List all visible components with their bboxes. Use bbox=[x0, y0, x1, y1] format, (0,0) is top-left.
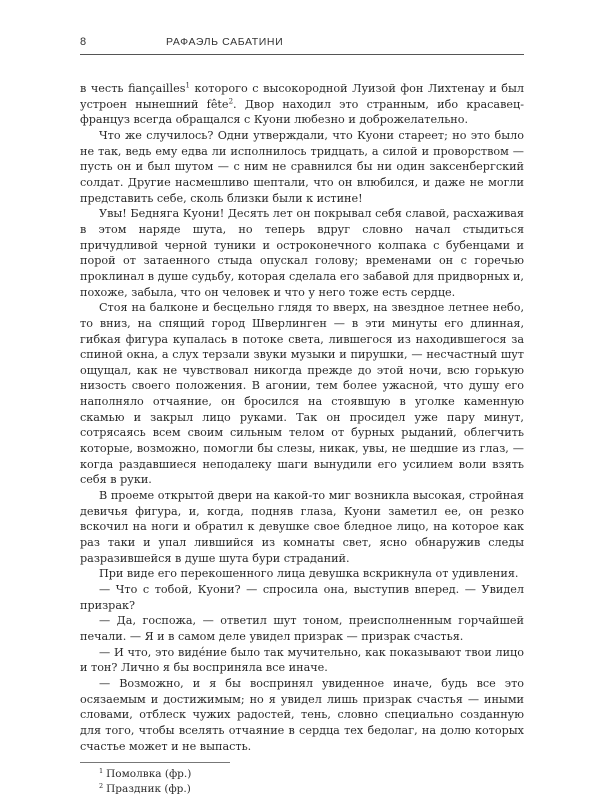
dialogue-line: — Что с тобой, Куони? — спросила она, выступив вперед. — Увидел призрак? bbox=[80, 583, 524, 612]
main-text bbox=[80, 81, 524, 754]
footnote bbox=[99, 782, 524, 797]
footnote-number: 2 bbox=[99, 781, 104, 790]
footnote-number: 1 bbox=[99, 766, 104, 775]
paragraph bbox=[80, 81, 524, 128]
paragraph: Увы! Бедняга Куони! Десять лет он покрывал себя славой, расхаживая в этом наряде шута, но теперь вдруг словно начал стыдиться причудливой черной туники и остроконечного колпака с бубенцами и порой от затаенного стыда опускал голову; временами он с горечью проклинал в душе судьбу, которая сделала его забавой для придворных и, похоже, забыла, что он человек и что у него тоже есть сердце. bbox=[80, 207, 524, 299]
book-page bbox=[80, 36, 524, 797]
page-number: 8 bbox=[80, 36, 87, 48]
dialogue-line: — Да, госпожа, — ответил шут тоном, преисполненным горчайшей печали. — Я и в самом деле увидел призрак — призрак счастья. bbox=[80, 614, 524, 643]
footnote-ref-1: 1 bbox=[185, 81, 190, 90]
footnotes bbox=[80, 767, 524, 797]
paragraph: Что же случилось? Одни утверждали, что Куони стареет; но это было не так, ведь ему едва ли исполнилось тридцать, а силой и проворством — пусть он и был шутом — с ним не сравнился бы ни один заксенбергский солдат. Другие насмешливо шептали, что он влюбился, и даже не могли представить себе, сколь близки были к истине! bbox=[80, 128, 524, 205]
running-header bbox=[80, 36, 524, 50]
footnote bbox=[99, 767, 524, 782]
dialogue-line: — Возможно, и я бы воспринял увиденное иначе, будь все это осязаемым и достижимым; но я увидел лишь призрак счастья — иными словами, отблеск чужих радостей, тень, словно специально созданную для того, чтобы вселять отчаяние в сердца тех бедолаг, на долю которых счастье может и не выпасть. bbox=[80, 676, 524, 753]
footnote-text: Помолвка (фр.) bbox=[106, 768, 192, 781]
footnote-text: Праздник (фр.) bbox=[106, 783, 191, 796]
paragraph-text: . Двор находил это странным, ибо красавец-француз всегда обращался с Куони любезно и доброжелательно. bbox=[80, 97, 524, 127]
paragraph-text: в честь fiançailles bbox=[80, 82, 186, 95]
header-rule bbox=[80, 54, 524, 55]
paragraph: В проеме открытой двери на какой-то миг возникла высокая, стройная девичья фигура, и, когда, подняв глаза, Куони заметил ее, он резко вскочил на ноги и обратил к девушке свое бледное лицо, на которое как раз таки и упал лившийся из комнаты свет, ясно обнаружив следы разразившейся в душе шута бури страданий. bbox=[80, 489, 524, 565]
paragraph: При виде его перекошенного лица девушка вскрикнула от удивления. bbox=[99, 567, 519, 581]
footnote-ref-2: 2 bbox=[228, 96, 234, 105]
dialogue-line: — И что, это видéние было так мучительно, как показывают твои лицо и тон? Лично я бы восприняла все иначе. bbox=[80, 645, 524, 675]
running-title: РАФАЭЛЬ САБАТИНИ bbox=[166, 36, 284, 48]
paragraph: Стоя на балконе и бесцельно глядя то вверх, на звездное летнее небо, то вниз, на спящий город Шверлинген — в эти минуты его длинная, гибкая фигура купалась в потоке света, лившегося из находившегося за спиной окна, а слух терзали звуки музыки и пирушки, — несчастный шут ощущал, как не чувствовал никогда прежде до этой ночи, всю горькую низость своего положения. В агонии, тем более ужасной, что душу его наполняло отчаяние, он бросился на стоявшую в уголке каменную скамью и закрыл лицо руками. Так он просидел уже пару минут, сотрясаясь всем своим сильным телом от бурных рыданий, облегчить которые, возможно, помогли бы слезы, никак, увы, не шедшие из глаз, — когда раздавшиеся неподалеку шаги вынудили его усилием воли взять себя в руки. bbox=[80, 301, 524, 487]
footnote-rule bbox=[80, 762, 230, 763]
paragraph-text: которого с высокородной Луизой фон Лихтенау и был устроен нынешний fête bbox=[80, 82, 525, 111]
